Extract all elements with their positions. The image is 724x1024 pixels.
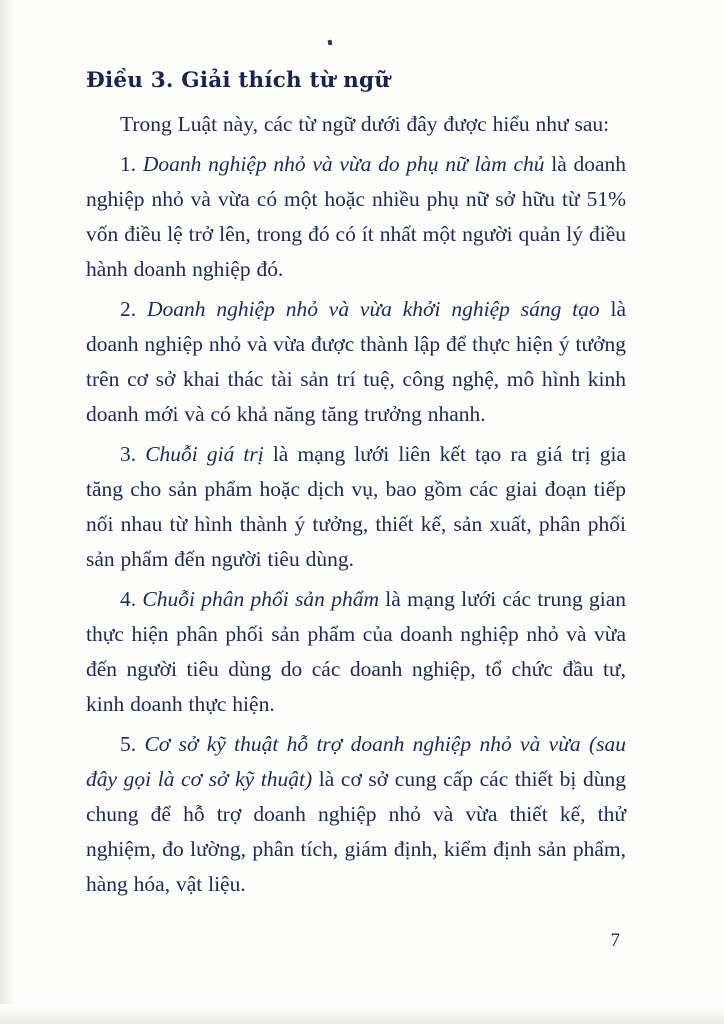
document-body (86, 107, 626, 902)
page-content (86, 68, 626, 907)
paragraph-text: 3. (120, 442, 146, 466)
paragraph-text: là cơ sở cung cấp các thiết bị dùng chung để hỗ trợ doanh nghiệp nhỏ và vừa thiết kế, thử nghiệm, đo lường, phân tích, giám định, kiểm định sản phẩm, hàng hóa, vật liệu. (86, 767, 627, 896)
paragraph-intro (86, 107, 626, 142)
term-emphasis: Doanh nghiệp nhỏ và vừa khởi nghiệp sáng tạo (146, 297, 600, 321)
paragraph-text: 4. (120, 587, 143, 611)
paragraph-text: 5. (120, 732, 145, 756)
paragraph-text: là mạng lưới liên kết tạo ra giá trị gia tăng cho sản phẩm hoặc dịch vụ, bao gồm các giai đoạn tiếp nối nhau từ hình thành ý tưởng, thiết kế, sản xuất, phân phối sản phẩm đến người tiêu dùng. (86, 442, 626, 571)
paragraph-clause-3 (86, 437, 626, 577)
term-emphasis: Chuỗi giá trị (145, 442, 264, 466)
printing-mark-dot (328, 40, 333, 46)
paragraph-text: là mạng lưới các trung gian thực hiện phân phối sản phẩm của doanh nghiệp nhỏ và vừa đến người tiêu dùng do các doanh nghiệp, tổ chức đầu tư, kinh doanh thực hiện. (86, 587, 627, 716)
term-emphasis: Doanh nghiệp nhỏ và vừa do phụ nữ làm chủ (142, 152, 545, 176)
paragraph-text: là doanh nghiệp nhỏ và vừa có một hoặc nhiều phụ nữ sở hữu từ 51% vốn điều lệ trở lên, trong đó có ít nhất một người quản lý điều hành doanh nghiệp đó. (86, 152, 627, 281)
term-emphasis: Chuỗi phân phối sản phẩm (142, 587, 380, 611)
paragraph-clause-4 (86, 582, 626, 722)
term-emphasis: Cơ sở kỹ thuật hỗ trợ doanh nghiệp nhỏ và vừa (sau đây gọi là cơ sở kỹ thuật) (86, 732, 627, 791)
paragraph-text: Trong Luật này, các từ ngữ dưới đây được hiểu như sau: (120, 112, 610, 136)
page-title: Điều 3. Giải thích từ ngữ (86, 68, 391, 93)
paragraph-clause-5 (86, 727, 626, 902)
page-number: 7 (610, 930, 620, 951)
page-edge-shadow-bottom (0, 1004, 724, 1024)
paragraph-text: 2. (120, 297, 147, 321)
paragraph-text: 1. (120, 152, 143, 176)
page-edge-shadow-left (0, 0, 16, 1024)
paragraph-clause-2 (86, 292, 626, 432)
paragraph-text: là doanh nghiệp nhỏ và vừa được thành lập để thực hiện ý tưởng trên cơ sở khai thác tài sản trí tuệ, công nghệ, mô hình kinh doanh mới và có khả năng tăng trưởng nhanh. (86, 297, 626, 426)
paragraph-clause-1 (86, 147, 626, 287)
